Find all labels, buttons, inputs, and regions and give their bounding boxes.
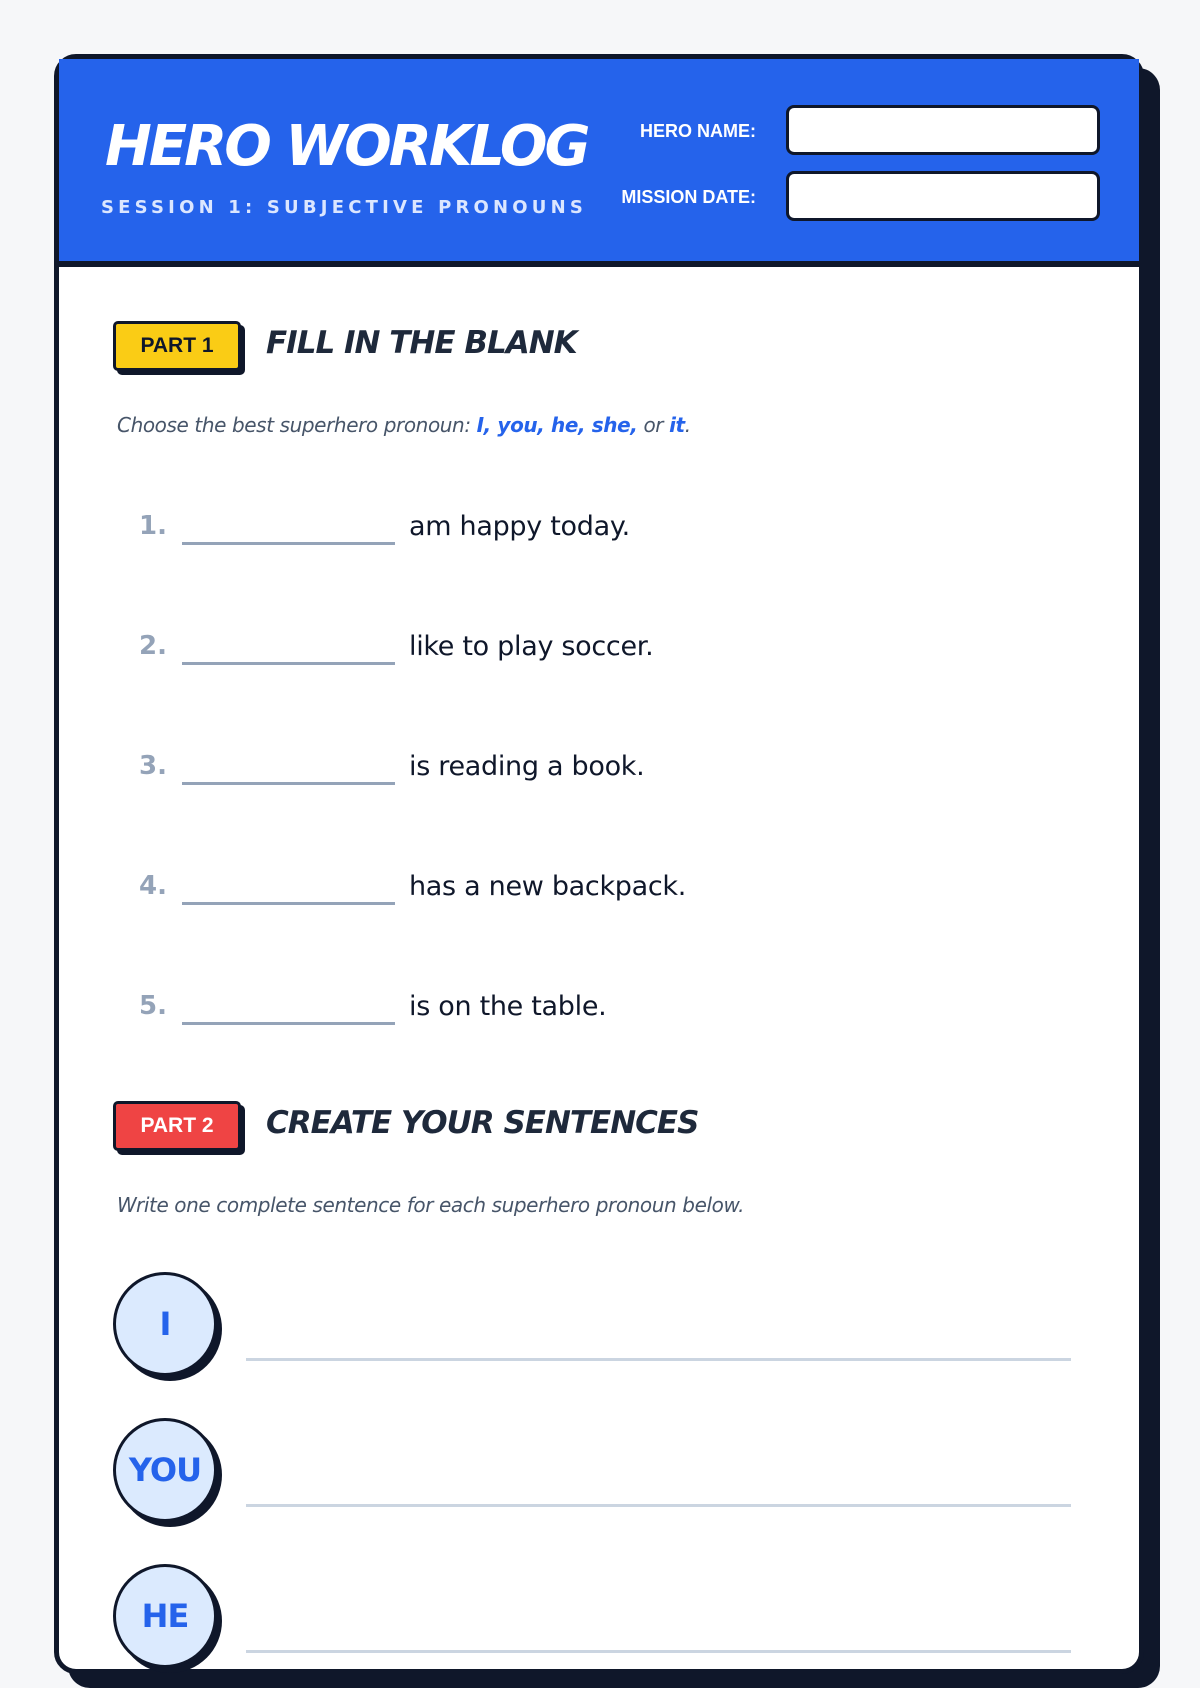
pronoun-circle-you: YOU [113, 1418, 217, 1522]
question-number: 3. [139, 751, 167, 781]
sentence-line[interactable] [246, 1650, 1071, 1653]
mission-date-field[interactable] [786, 171, 1100, 221]
question-row [139, 991, 839, 1031]
mission-date-label: MISSION DATE: [621, 187, 756, 207]
pronoun-circle-i: I [113, 1272, 217, 1376]
question-text: is reading a book. [409, 751, 645, 782]
question-row [139, 631, 839, 671]
question-text: is on the table. [409, 991, 607, 1022]
worksheet-card [54, 54, 1144, 1674]
question-number: 4. [139, 871, 167, 901]
hero-name-label: HERO NAME: [640, 121, 756, 141]
part-1-badge: PART 1 [113, 321, 241, 371]
question-number: 5. [139, 991, 167, 1021]
instruction-prefix: Choose the best superhero pronoun: [117, 413, 477, 437]
instruction-end: . [684, 413, 691, 437]
worksheet-title: HERO WORKLOG [105, 114, 588, 179]
pronoun-it: it [669, 413, 685, 437]
question-text: like to play soccer. [409, 631, 654, 662]
sentence-row [113, 1272, 1073, 1382]
pronoun-circle-he: HE [113, 1564, 217, 1668]
question-row [139, 751, 839, 791]
answer-blank[interactable] [182, 542, 395, 545]
part-2-badge: PART 2 [113, 1101, 241, 1151]
session-subtitle: SESSION 1: SUBJECTIVE PRONOUNS [101, 197, 588, 218]
answer-blank[interactable] [182, 1022, 395, 1025]
answer-blank[interactable] [182, 782, 395, 785]
part-2-instructions: Write one complete sentence for each superhero pronoun below. [117, 1193, 745, 1217]
part-1-title: FILL IN THE BLANK [266, 325, 577, 361]
question-text: am happy today. [409, 511, 630, 542]
answer-blank[interactable] [182, 662, 395, 665]
question-text: has a new backpack. [409, 871, 687, 902]
sentence-row [113, 1564, 1073, 1674]
sentence-line[interactable] [246, 1504, 1071, 1507]
answer-blank[interactable] [182, 902, 395, 905]
question-row [139, 871, 839, 911]
part-1-instructions [117, 413, 691, 437]
sentence-line[interactable] [246, 1358, 1071, 1361]
sentence-row [113, 1418, 1073, 1528]
part-2-title: CREATE YOUR SENTENCES [266, 1105, 699, 1141]
pronoun-list: I, you, he, she, [476, 413, 638, 437]
question-number: 2. [139, 631, 167, 661]
instruction-or: or [637, 413, 670, 437]
question-row [139, 511, 839, 551]
hero-name-field[interactable] [786, 105, 1100, 155]
question-number: 1. [139, 511, 167, 541]
worksheet-header [59, 59, 1139, 267]
